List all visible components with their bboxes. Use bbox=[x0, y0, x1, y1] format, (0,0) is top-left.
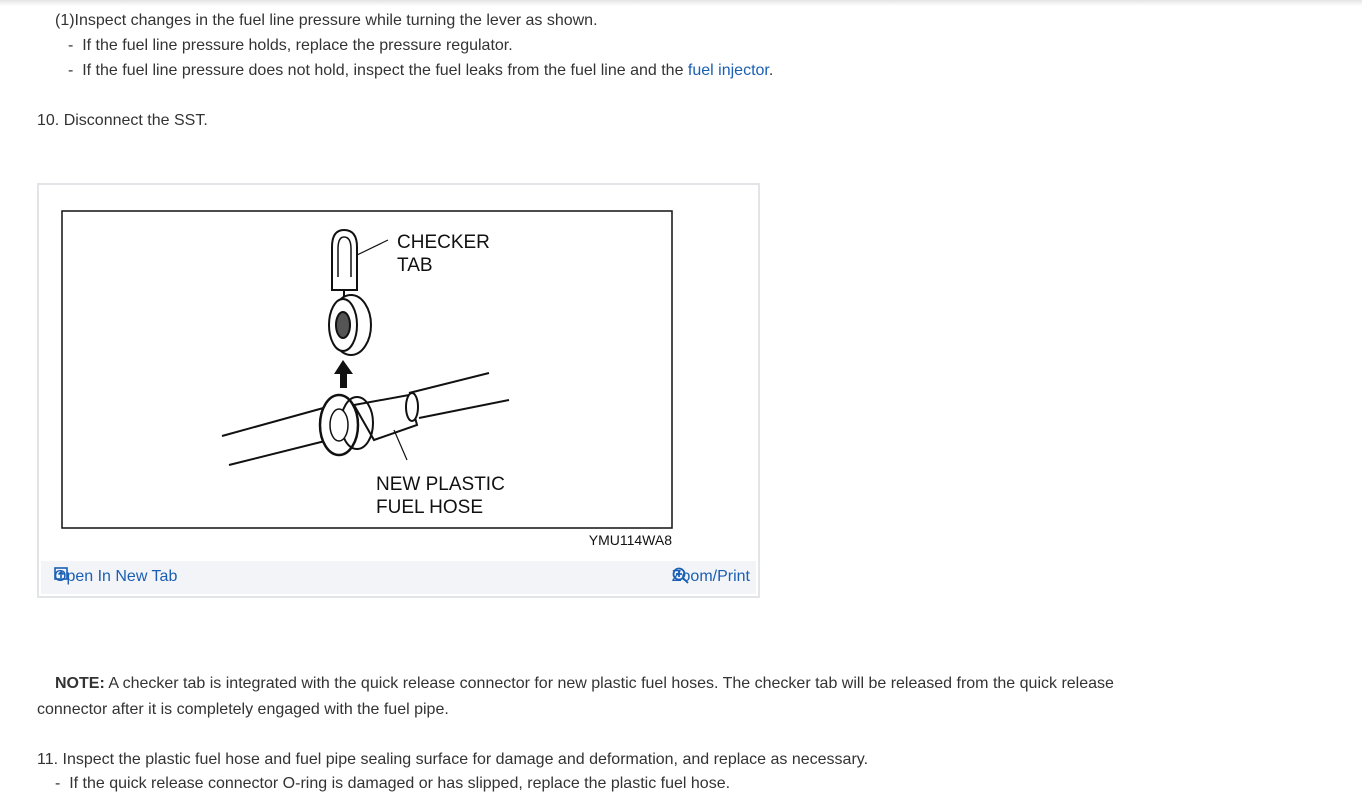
bullet-text: If the fuel line pressure holds, replace the pressure regulator. bbox=[82, 37, 513, 54]
step-11: 11. Inspect the plastic fuel hose and fuel pipe sealing surface for damage and deformation, and replace as necessary. bbox=[37, 751, 869, 768]
hose-label-2: FUEL HOSE bbox=[376, 497, 483, 518]
bullet-text: If the fuel line pressure does not hold, inspect the fuel leaks from the fuel line and the bbox=[82, 62, 688, 79]
tab-label: TAB bbox=[397, 255, 433, 276]
note-line-2: connector after it is completely engaged with the fuel pipe. bbox=[37, 701, 449, 718]
bullet-suffix: . bbox=[768, 62, 774, 79]
step-10: 10. Disconnect the SST. bbox=[37, 112, 208, 129]
fuel-injector-link[interactable]: fuel injector bbox=[687, 62, 769, 79]
note-text: A checker tab is integrated with the quick release connector for new plastic fuel hoses. The checker tab will be released from the quick release bbox=[104, 675, 1114, 692]
top-shadow bbox=[0, 0, 1362, 6]
hose-label-1: NEW PLASTIC bbox=[376, 474, 505, 495]
diagram-frame bbox=[62, 211, 672, 528]
figure-code: YMU114WA8 bbox=[588, 532, 672, 548]
checker-tab-shape bbox=[332, 230, 357, 290]
note-label: NOTE: bbox=[55, 675, 105, 692]
zoom-in-icon bbox=[672, 567, 690, 585]
bullet-text: If the quick release connector O-ring is damaged or has slipped, replace the plastic fuel hose. bbox=[69, 775, 731, 792]
zoom-print-button[interactable] bbox=[672, 567, 750, 587]
open-new-tab-button[interactable] bbox=[54, 567, 177, 587]
open-new-tab-icon bbox=[54, 567, 68, 580]
up-arrow-icon bbox=[334, 360, 353, 388]
bullet-item: - If the fuel line pressure does not hold, inspect the fuel leaks from the fuel line and the fuel injector. bbox=[68, 62, 774, 79]
open-new-tab-label: Open In New Tab bbox=[54, 568, 178, 585]
bullet-item: - If the fuel line pressure holds, replace the pressure regulator. bbox=[68, 37, 513, 54]
figure-toolbar bbox=[41, 561, 756, 594]
zoom-print-label: Zoom/Print bbox=[671, 568, 750, 585]
checker-tab-diagram bbox=[39, 185, 758, 560]
checker-label: CHECKER bbox=[397, 232, 490, 253]
substep-text: (1)Inspect changes in the fuel line pressure while turning the lever as shown. bbox=[55, 12, 598, 29]
note-line-1 bbox=[55, 674, 1114, 694]
bullet-item: - If the quick release connector O-ring is damaged or has slipped, replace the plastic fuel hose. bbox=[55, 775, 731, 792]
figure-card bbox=[37, 183, 760, 598]
